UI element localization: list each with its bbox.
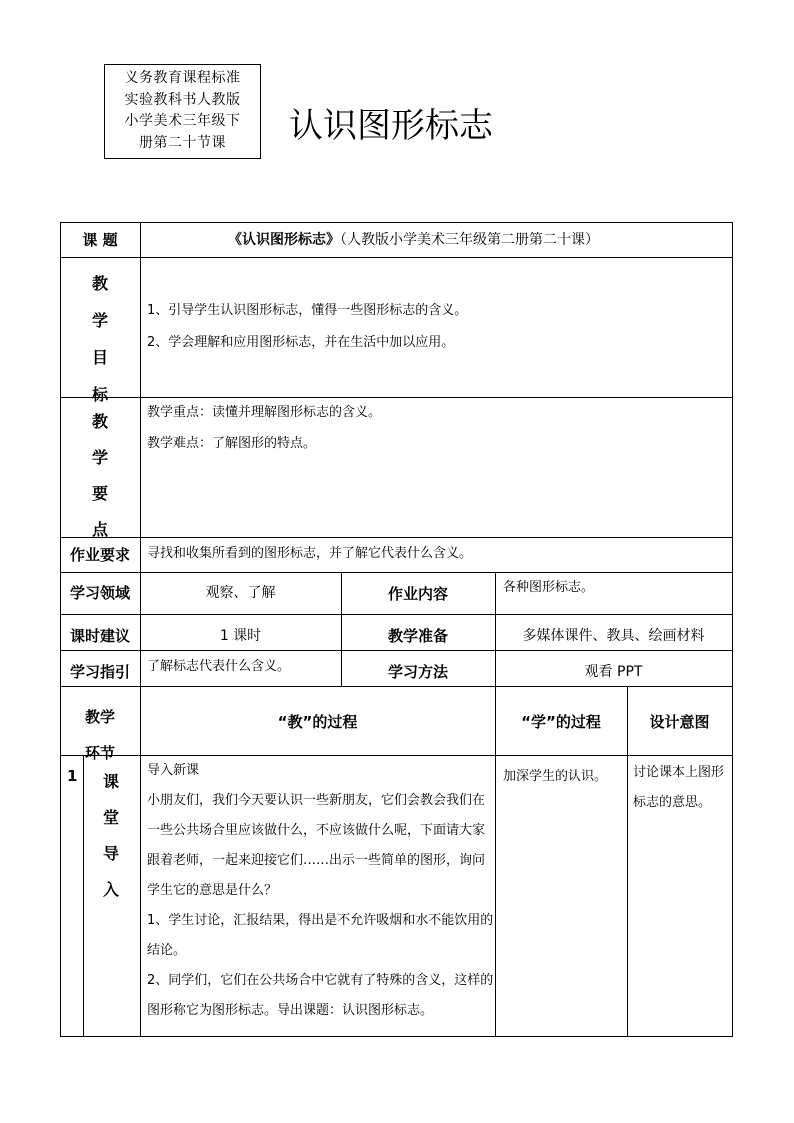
doc-info-line: 小学美术三年级下 bbox=[124, 113, 241, 129]
topic-subtitle: （人教版小学美术三年级第二册第二十课） bbox=[340, 232, 599, 248]
hours-label: 课时建议 bbox=[69, 627, 130, 645]
homework-value: 寻找和收集所看到的图形标志，并了解它代表什么含义。 bbox=[147, 546, 473, 561]
hw-content-value: 各种图形标志。 bbox=[503, 580, 595, 595]
hw-content-label: 作业内容 bbox=[387, 585, 448, 603]
stage-name: 课 堂 导 入 bbox=[102, 772, 119, 899]
prep-value: 多媒体课件、教具、绘画材料 bbox=[522, 628, 705, 644]
teach-paragraph: 2、同学们，它们在公共场合中它就有了特殊的含义，这样的图形称它为图形标志。导出课题：认识图形标志。 bbox=[147, 973, 494, 1018]
teach-step-title: 导入新课 bbox=[147, 763, 200, 778]
guide-value: 了解标志代表什么含义。 bbox=[147, 659, 291, 674]
row-number: 1 bbox=[67, 767, 78, 785]
prep-label: 教学准备 bbox=[387, 627, 448, 645]
teach-process-header: “教”的过程 bbox=[277, 713, 358, 731]
key-point-item: 教学难点：了解图形的特点。 bbox=[147, 436, 317, 451]
teach-paragraph: 1、学生讨论，汇报结果，得出是不允许吸烟和水不能饮用的结论。 bbox=[147, 913, 494, 958]
homework-label: 作业要求 bbox=[69, 546, 130, 564]
goal-item: 2、学会理解和应用图形标志，并在生活中加以应用。 bbox=[147, 335, 455, 350]
goals-label: 教 学 目 标 bbox=[91, 274, 108, 404]
design-intent-header: 设计意图 bbox=[649, 713, 710, 731]
field-label: 学习领域 bbox=[69, 584, 130, 602]
design-intent: 讨论课本上图形标志的意思。 bbox=[633, 765, 725, 810]
learn-step: 加深学生的认识。 bbox=[503, 769, 608, 784]
document-info-box bbox=[104, 64, 261, 159]
topic-value bbox=[228, 231, 599, 249]
field-value: 观察、了解 bbox=[205, 585, 276, 601]
stage-header: 教学 环节 bbox=[84, 708, 115, 762]
method-label: 学习方法 bbox=[387, 663, 448, 681]
doc-info-line: 义务教育课程标准 bbox=[124, 70, 241, 86]
hours-value: 1 课时 bbox=[219, 628, 262, 644]
key-points-label: 教 学 要 点 bbox=[91, 412, 108, 539]
learn-process-header: “学”的过程 bbox=[521, 713, 601, 731]
teach-paragraph: 小朋友们，我们今天要认识一些新朋友，它们会教会我们在一些公共场合里应该做什么，不应该做什么呢，下面请大家跟着老师，一起来迎接它们……出示一些简单的图形，询问学生它的意思是什么？ bbox=[147, 793, 486, 898]
page-title: 认识图形标志 bbox=[289, 106, 493, 146]
method-value: 观看 PPT bbox=[584, 664, 643, 680]
doc-info-line: 册第二十节课 bbox=[139, 134, 226, 151]
key-point-item: 教学重点：读懂并理解图形标志的含义。 bbox=[147, 405, 382, 420]
topic-title: 《认识图形标志》 bbox=[228, 232, 340, 248]
goal-item: 1、引导学生认识图形标志，懂得一些图形标志的含义。 bbox=[147, 303, 468, 318]
teach-step-body bbox=[147, 786, 497, 1026]
topic-label: 课 题 bbox=[82, 231, 118, 249]
doc-info-line: 实验教科书人教版 bbox=[124, 91, 241, 108]
guide-label: 学习指引 bbox=[69, 663, 130, 681]
